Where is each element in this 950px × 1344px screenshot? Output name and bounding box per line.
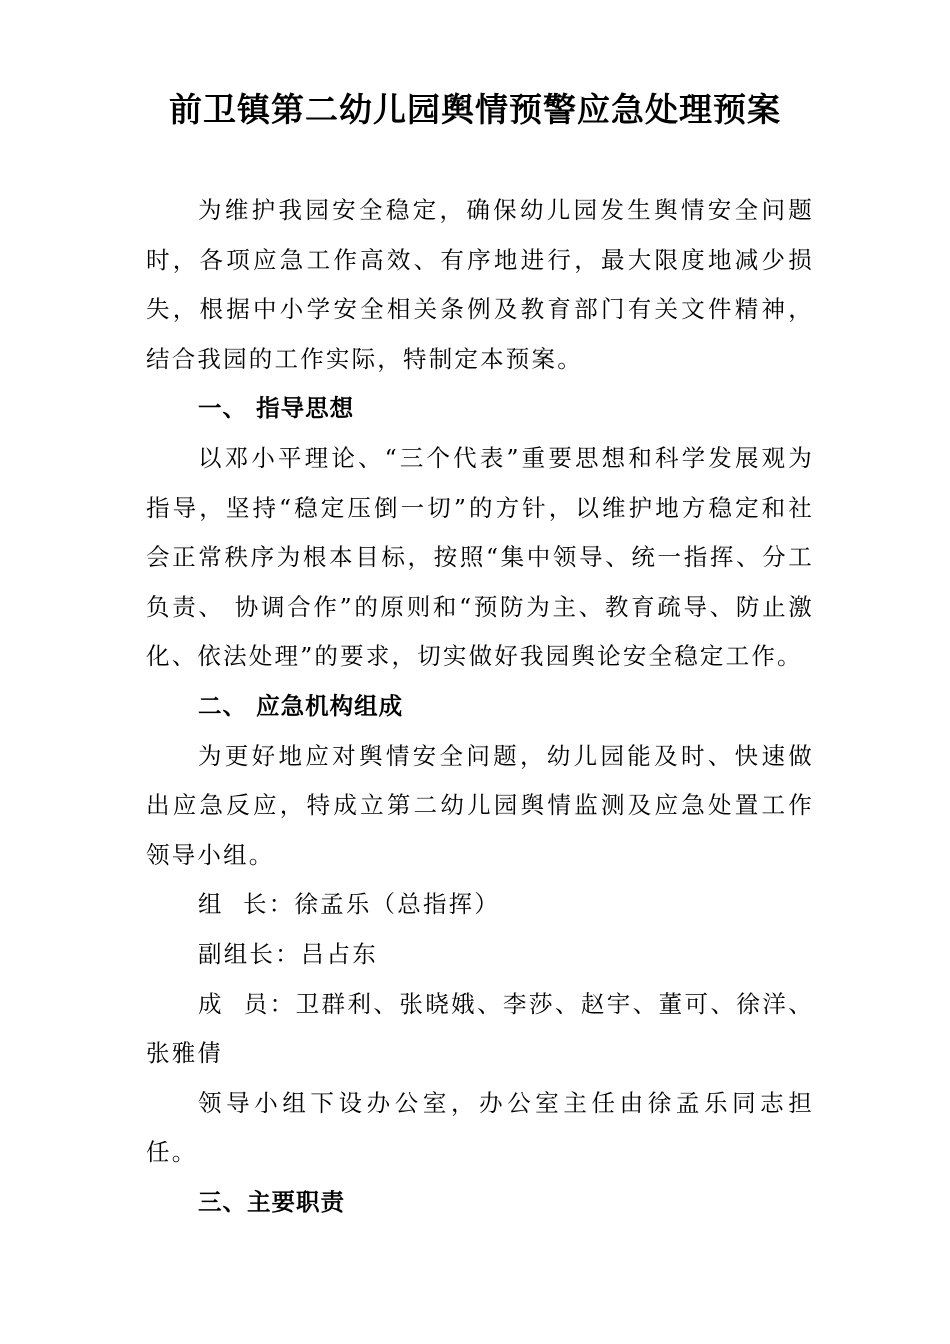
guiding-ideology-paragraph: 以邓小平理论、“三个代表”重要思想和科学发展观为指导，坚持“稳定压倒一切”的方针，以维护地方稳定和社会正常秩序为根本目标，按照“集中领导、统一指挥、分工负责、 协调合作”的原则和“预防为主、教育疏导、防止激化、依法处理”的要求，切实做好我园舆论安全稳定工作。 bbox=[146, 443, 814, 671]
section-heading-emergency-organization: 二、 应急机构组成 bbox=[198, 691, 404, 720]
section-heading-main-duties: 三、主要职责 bbox=[198, 1187, 345, 1216]
office-line: 领导小组下设办公室，办公室主任由徐孟乐同志担任。 bbox=[146, 1088, 814, 1167]
document-body bbox=[146, 186, 814, 1227]
emergency-organization-paragraph: 为更好地应对舆情安全问题，幼儿园能及时、快速做出应急反应，特成立第二幼儿园舆情监测及应急处置工作领导小组。 bbox=[146, 741, 814, 869]
intro-paragraph: 为维护我园安全稳定，确保幼儿园发生舆情安全问题时，各项应急工作高效、有序地进行，最大限度地减少损失，根据中小学安全相关条例及教育部门有关文件精神，结合我园的工作实际，特制定本预案。 bbox=[146, 196, 814, 373]
deputy-leader-line: 副组长：吕占东 bbox=[198, 939, 378, 968]
group-leader-line: 组 长：徐孟乐（总指挥） bbox=[198, 890, 501, 919]
section-heading-guiding-ideology: 一、 指导思想 bbox=[198, 394, 355, 423]
document-title: 前卫镇第二幼儿园舆情预警应急处理预案 bbox=[169, 90, 781, 129]
members-line: 成 员：卫群利、张晓娥、李莎、赵宇、董可、徐洋、张雅倩 bbox=[146, 989, 814, 1068]
